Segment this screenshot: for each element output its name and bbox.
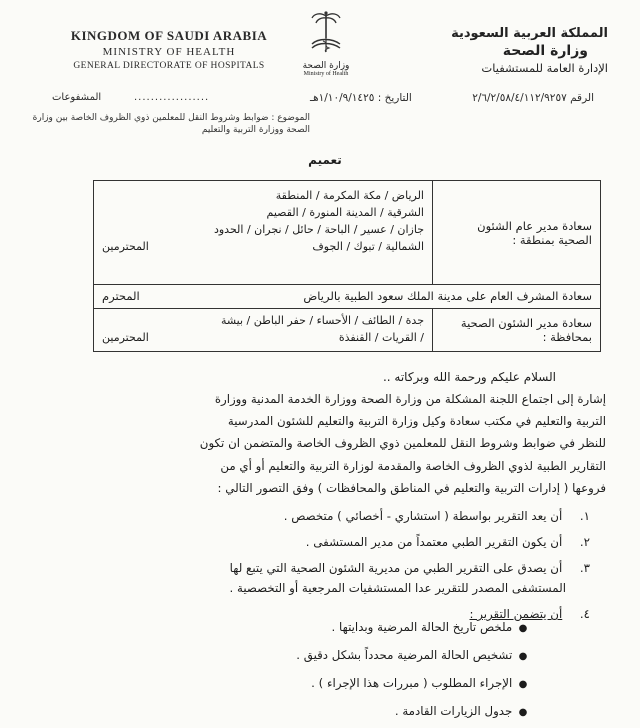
bullet-item xyxy=(100,620,530,634)
header-ar-line2: وزارة الصحة xyxy=(502,43,588,59)
recipient-line: جازان / عسير / الباحة / حائل / نجران / الحدود xyxy=(213,223,424,236)
greeting: السلام عليكم ورحمة الله وبركاته .. xyxy=(382,370,556,384)
point-text: أن يعد التقرير بواسطة ( استشاري - أخصائي ) متخصص . xyxy=(283,509,563,523)
reference-number: الرقم ٢/٦/٢/٥٨/٤/١١٢/٩٢٥٧ xyxy=(472,92,594,104)
reference-line xyxy=(38,92,608,110)
point-number: ٤. xyxy=(579,607,590,621)
bullet-icon: ● xyxy=(518,623,528,634)
header-ar-line3: الإدارة العامة للمستشفيات xyxy=(481,61,608,75)
bullet-item xyxy=(100,648,530,662)
recipient-line: / القريات / القنفذة xyxy=(338,331,424,344)
recipient-line: الشمالية / تبوك / الجوف xyxy=(312,240,424,253)
circular-label: تعميم xyxy=(308,153,342,167)
reference-date: التاريخ : ١/١٠/٩/١٤٢٥هـ xyxy=(310,92,412,104)
header-en-line2: MINISTRY OF HEALTH xyxy=(102,46,236,58)
recipient-honorific: المحترمين xyxy=(102,331,149,344)
subject-line: الموضوع : ضوابط وشروط النقل للمعلمين ذوي الظروف الخاصة بين وزارة الصحة ووزارة التربية والتعليم xyxy=(32,113,310,135)
bullet-icon: ● xyxy=(518,707,528,718)
point-item xyxy=(30,557,590,579)
recipient-line: الرياض / مكة المكرمة / المنطقة xyxy=(275,189,424,202)
point-number: ١. xyxy=(579,509,590,523)
point-item xyxy=(30,505,590,527)
bullet-text: ملخص تاريخ الحالة المرضية وبدايتها . xyxy=(331,620,513,634)
recipient-supervisor-text: سعادة المشرف العام على مدينة الملك سعود الطبية بالرياض xyxy=(303,289,592,303)
recipient-supervisor xyxy=(94,285,600,308)
attachments-dots: .................. xyxy=(134,92,210,103)
point-text: أن يتضمن التقرير : xyxy=(469,607,563,621)
recipient-line-with-honorific xyxy=(102,329,424,346)
recipient-line: جدة / الطائف / الأحساء / حفر الباطن / بيشة xyxy=(220,314,424,327)
recipient-line: الشرقية / المدينة المنورة / القصيم xyxy=(266,206,424,219)
header-arabic xyxy=(378,26,608,75)
emblem-caption-ar: وزارة الصحة xyxy=(302,61,350,71)
recipient-body-governorates xyxy=(94,309,432,351)
point-item xyxy=(30,531,590,553)
intro-paragraph xyxy=(66,388,606,499)
recipient-line-with-honorific xyxy=(102,238,424,255)
paragraph-line: التربية والتعليم في مكتب سعادة وكيل وزارة التربية والتعليم للشئون المدرسية xyxy=(227,414,606,429)
paragraph-line: للنظر في ضوابط وشروط النقل للمعلمين ذوي الظروف الخاصة والمتضمن ان تكون xyxy=(199,436,606,451)
point-text: أن يكون التقرير الطبي معتمداً من مدير المستشفى . xyxy=(305,535,563,549)
header-ar-line1: المملكة العربية السعودية xyxy=(451,26,608,41)
bullet-item xyxy=(100,704,530,718)
bullet-icon: ● xyxy=(518,651,528,662)
paragraph-line: فروعها ( إدارات التربية والتعليم في المناطق والمحافظات ) وفق التصور التالي : xyxy=(217,480,606,495)
point-number: ٣. xyxy=(579,561,590,575)
recipient-title-governorates: سعادة مدير الشئون الصحية بمحافظة : xyxy=(432,309,600,351)
bullet-item xyxy=(100,676,530,690)
recipient-row-governorates xyxy=(94,309,600,351)
bullet-text: الإجراء المطلوب ( مبررات هذا الإجراء ) . xyxy=(311,676,513,690)
bullet-text: جدول الزيارات القادمة . xyxy=(394,704,513,718)
recipients-table xyxy=(93,180,601,352)
recipient-row-supervisor xyxy=(94,285,600,309)
header-en-line3: GENERAL DIRECTORATE OF HOSPITALS xyxy=(73,61,265,71)
paragraph-line: التقارير الطبية لذوي الظروف الخاصة والمقدمة لوزارة التربية والتعليم أو أي من xyxy=(220,458,606,473)
point-text: أن يصدق على التقرير الطبي من مديرية الشئون الصحية التي يتبع لها xyxy=(229,561,563,575)
recipient-body-regions xyxy=(94,181,432,284)
point-item-continued xyxy=(30,577,590,599)
ministry-emblem xyxy=(298,8,354,80)
bullet-text: تشخيص الحالة المرضية محدداً بشكل دقيق . xyxy=(296,648,513,662)
palm-swords-emblem-icon xyxy=(304,8,348,56)
recipient-honorific: المحترم xyxy=(102,289,140,303)
point-text: المستشفى المصدر للتقرير عدا المستشفيات المرجعية أو التخصصية . xyxy=(229,581,566,595)
header-en-line1: KINGDOM OF SAUDI ARABIA xyxy=(70,28,268,43)
recipient-row-regions xyxy=(94,181,600,285)
recipient-honorific: المحترمين xyxy=(102,240,149,253)
attachments-label: المشفوعات xyxy=(52,92,102,103)
header-english xyxy=(54,28,284,71)
paragraph-line: إشارة إلى اجتماع اللجنة المشكلة من وزارة الصحة ووزارة الخدمة المدنية ووزارة xyxy=(214,392,606,406)
point-number: ٢. xyxy=(579,535,590,549)
emblem-caption-en: Ministry of Health xyxy=(303,71,349,77)
bullet-icon: ● xyxy=(518,679,528,690)
recipient-title-regions: سعادة مدير عام الشئون الصحية بمنطقة : xyxy=(432,181,600,284)
